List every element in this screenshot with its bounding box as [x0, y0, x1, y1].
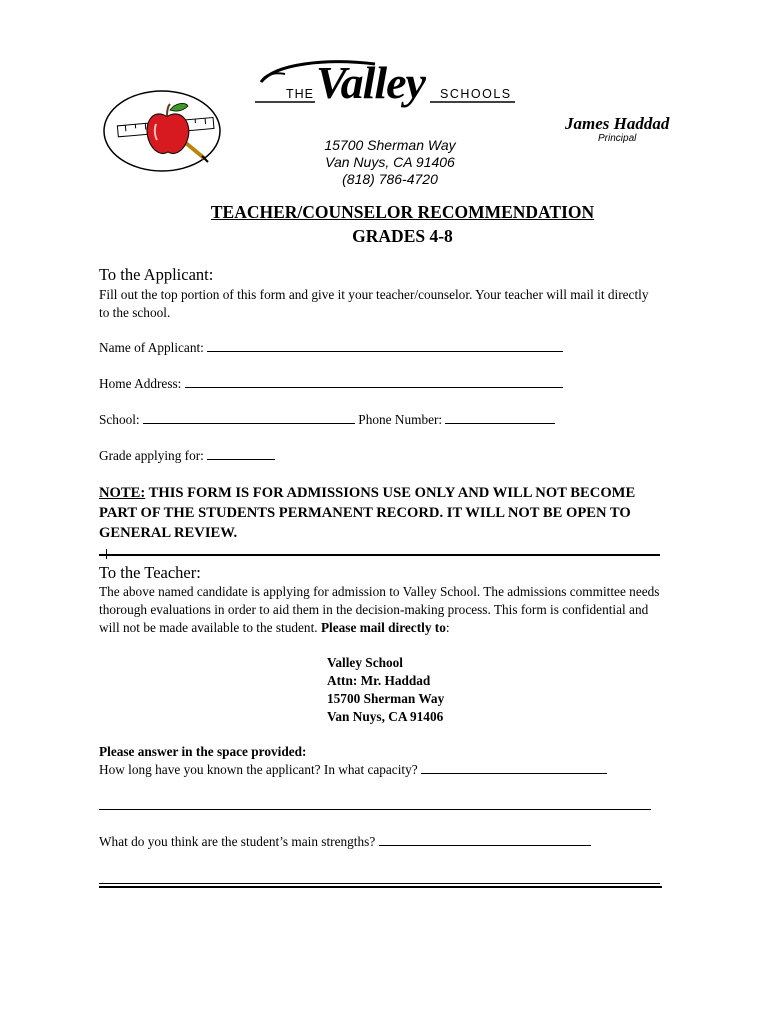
- teacher-intro: [99, 583, 664, 637]
- mailing-address: [327, 654, 444, 726]
- teacher-intro-end: :: [445, 620, 450, 635]
- home-address-field[interactable]: [185, 375, 563, 388]
- principal-title: Principal: [598, 133, 637, 144]
- phone-field[interactable]: [445, 411, 555, 424]
- school-phone-row: [99, 411, 659, 429]
- answer-strengths-field[interactable]: [379, 833, 591, 846]
- question-strengths-row: [99, 833, 664, 851]
- form-title-line2: GRADES 4-8: [352, 226, 453, 246]
- applicant-heading: To the Applicant:: [99, 265, 214, 284]
- brand-schools: SCHOOLS: [440, 87, 512, 101]
- answer-known-line2[interactable]: [99, 809, 651, 810]
- note-label: NOTE:: [99, 485, 146, 501]
- note-text: THIS FORM IS FOR ADMISSIONS USE ONLY AND WILL NOT BECOME PART OF THE STUDENTS PERMANENT RECORD. IT WILL NOT BE OPEN TO GENERAL REVIEW.: [99, 485, 636, 541]
- question-known-row: [99, 761, 664, 779]
- applicant-name-row: [99, 339, 659, 357]
- address-city: Van Nuys, CA 91406: [325, 154, 455, 170]
- applicant-intro: Fill out the top portion of this form and give it your teacher/counselor. Your teacher will mail it directly to the school.: [99, 287, 649, 320]
- form-title-line1: TEACHER/COUNSELOR RECOMMENDATION: [210, 202, 595, 222]
- answer-known-field[interactable]: [421, 761, 607, 774]
- teacher-heading: To the Teacher:: [99, 563, 201, 582]
- question-strengths: What do you think are the student’s main strengths?: [99, 834, 376, 849]
- answer-strengths-line2[interactable]: [99, 883, 660, 884]
- form-title: [100, 200, 705, 248]
- section-divider: [99, 554, 660, 556]
- school-address: [290, 137, 490, 188]
- teacher-intro-bold: Please mail directly to: [320, 620, 446, 635]
- mailing-line: Valley School: [327, 655, 403, 670]
- brand-the: THE: [286, 87, 314, 101]
- divider-tick: [106, 549, 107, 559]
- applicant-name-field[interactable]: [207, 339, 563, 352]
- confidential-note: [99, 483, 659, 543]
- grade-label: Grade applying for:: [99, 448, 204, 463]
- brand-valley: Valley: [316, 57, 425, 108]
- address-street: 15700 Sherman Way: [324, 137, 456, 153]
- mailing-line: 15700 Sherman Way: [327, 691, 445, 706]
- mailing-line: Van Nuys, CA 91406: [327, 709, 444, 724]
- grade-row: [99, 447, 659, 465]
- mailing-line: Attn: Mr. Haddad: [327, 673, 431, 688]
- school-label: School:: [99, 412, 140, 427]
- applicant-name-label: Name of Applicant:: [99, 340, 204, 355]
- apple-icon: [96, 86, 236, 178]
- home-address-label: Home Address:: [99, 376, 182, 391]
- question-known: How long have you known the applicant? In what capacity?: [99, 762, 418, 777]
- address-phone: (818) 786-4720: [342, 171, 438, 187]
- school-field[interactable]: [143, 411, 355, 424]
- home-address-row: [99, 375, 659, 393]
- apple-ruler-logo: [96, 86, 236, 178]
- phone-label: Phone Number:: [358, 412, 443, 427]
- answer-strengths-line3[interactable]: [99, 886, 662, 888]
- principal-name: James Haddad: [565, 114, 670, 133]
- grade-field[interactable]: [207, 447, 275, 460]
- teacher-intro-text: The above named candidate is applying for admission to Valley School. The admissions committee needs thorough evaluations in order to aid them in the decision-making process. This form is confidential and will not be made available to the student.: [99, 584, 660, 635]
- answer-instruction: Please answer in the space provided:: [99, 744, 307, 759]
